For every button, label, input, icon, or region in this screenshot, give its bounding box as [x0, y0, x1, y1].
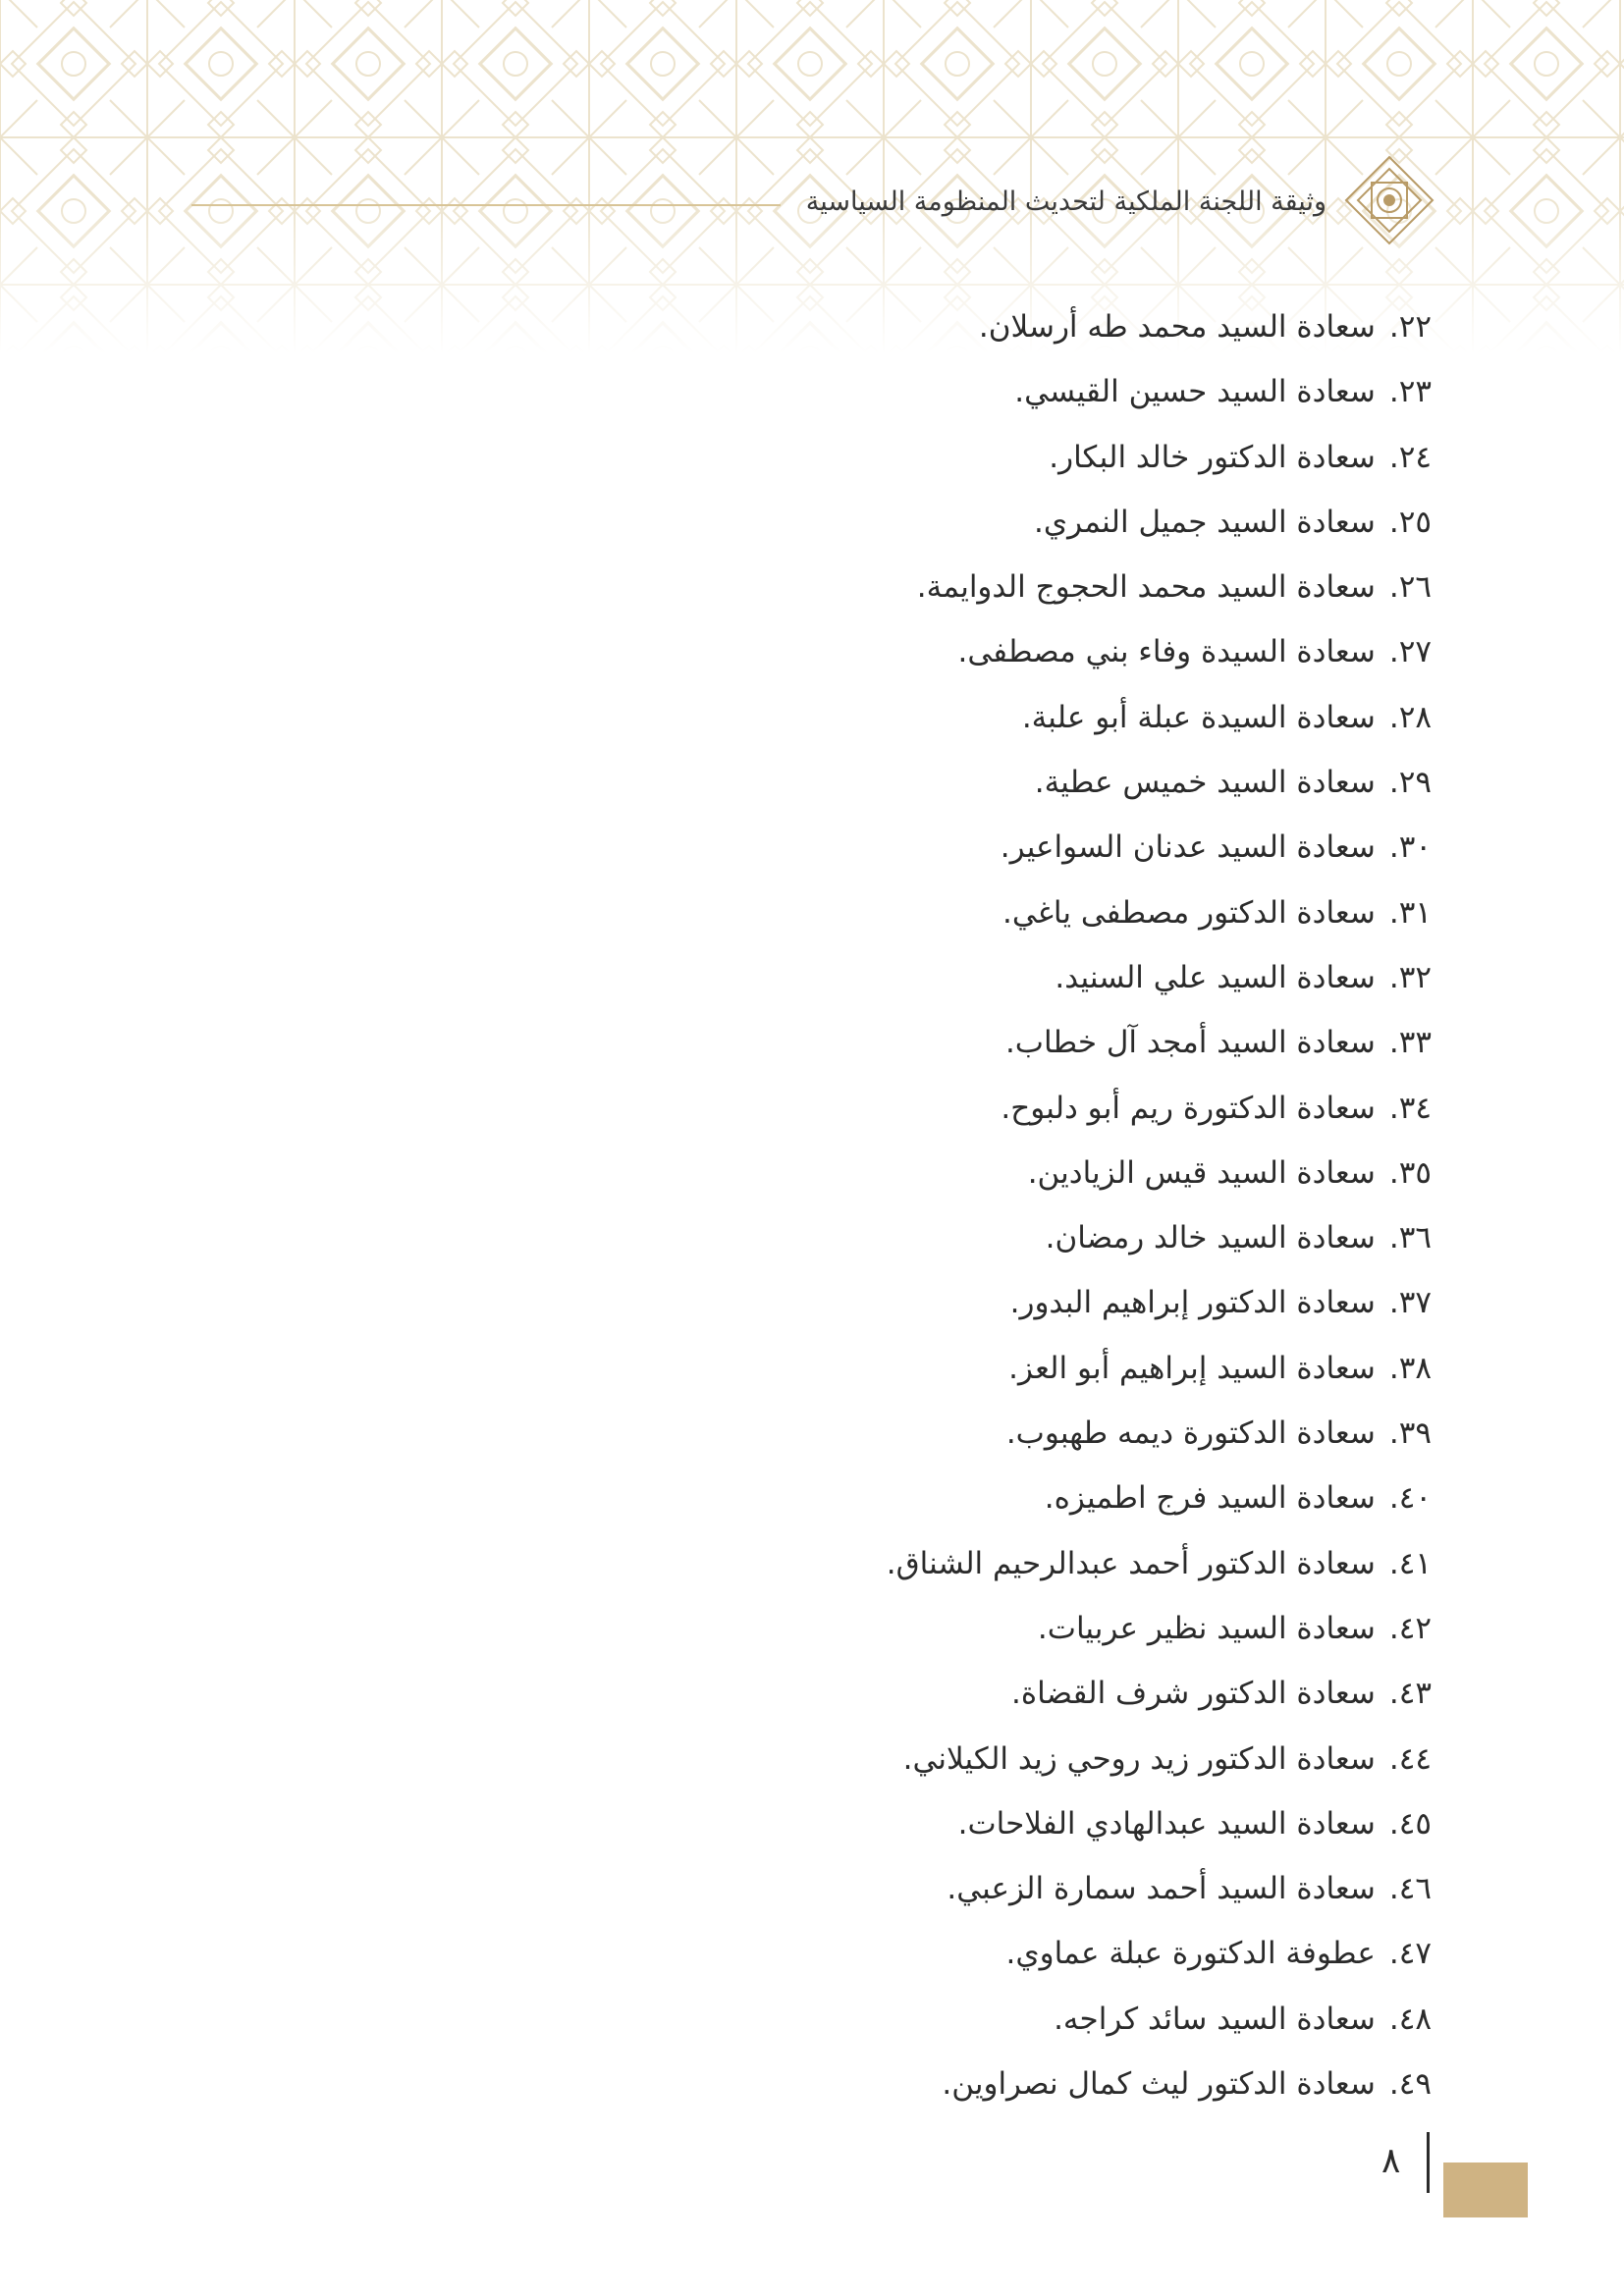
page-number-divider [1427, 2132, 1430, 2193]
list-item: ٣٥.سعادة السيد قيس الزيادين. [1027, 1154, 1432, 1191]
list-item: ٤٠.سعادة السيد فرج اطميزه. [1044, 1480, 1432, 1517]
list-item: ٣٧.سعادة الدكتور إبراهيم البدور. [1009, 1285, 1432, 1321]
list-item: ٤٢.سعادة السيد نظير عربيات. [1037, 1610, 1432, 1646]
list-item: ٣٦.سعادة السيد خالد رمضان. [1045, 1220, 1432, 1256]
list-item: ٤٤.سعادة الدكتور زيد روحي زيد الكيلاني. [902, 1740, 1432, 1777]
list-item: ٢٦.سعادة السيد محمد الحجوج الدوايمة. [916, 569, 1432, 606]
list-item: ٤٣.سعادة الدكتور شرف القضاة. [1011, 1676, 1432, 1712]
document-title: وثيقة اللجنة الملكية لتحديث المنظومة السياسية [805, 187, 1326, 217]
list-item: ٢٢.سعادة السيد محمد طه أرسلان. [978, 309, 1432, 345]
list-item: ٢٨.سعادة السيدة عبلة أبو علبة. [1021, 699, 1432, 735]
list-item: ٤٧.عطوفة الدكتورة عبلة عماوي. [1005, 1936, 1432, 1972]
list-item: ٢٣.سعادة السيد حسين القيسي. [1014, 374, 1432, 410]
list-item: ٣٨.سعادة السيد إبراهيم أبو العز. [1008, 1350, 1432, 1386]
list-item: ٤٩.سعادة الدكتور ليث كمال نصراوين. [942, 2066, 1432, 2103]
list-item: ٣٠.سعادة السيد عدنان السواعير. [1000, 829, 1432, 866]
list-item: ٤٨.سعادة السيد سائد كراجه. [1054, 2001, 1432, 2037]
list-item: ٢٧.سعادة السيدة وفاء بني مصطفى. [957, 634, 1432, 670]
header-divider-line [191, 204, 781, 206]
page-accent-block [1443, 2163, 1528, 2217]
emblem-icon [1342, 153, 1436, 247]
list-item: ٤٦.سعادة السيد أحمد سمارة الزعبي. [947, 1871, 1432, 1907]
list-item: ٢٩.سعادة السيد خميس عطية. [1034, 765, 1432, 801]
list-item: ٣١.سعادة الدكتور مصطفى ياغي. [1002, 894, 1432, 931]
list-item: ٤٥.سعادة السيد عبدالهادي الفلاحات. [957, 1805, 1432, 1842]
list-item: ٣٣.سعادة السيد أمجد آل خطاب. [1004, 1025, 1432, 1061]
list-item: ٣٤.سعادة الدكتورة ريم أبو دلبوح. [1001, 1090, 1432, 1126]
list-item: ٣٩.سعادة الدكتورة ديمه طهبوب. [1005, 1415, 1432, 1452]
list-item: ٣٢.سعادة السيد علي السنيد. [1055, 959, 1432, 995]
member-list [887, 300, 1432, 2122]
list-item: ٢٥.سعادة السيد جميل النمري. [1034, 504, 1432, 540]
list-item: ٤١.سعادة الدكتور أحمد عبدالرحيم الشناق. [886, 1545, 1432, 1581]
list-item: ٢٤.سعادة الدكتور خالد البكار. [1049, 439, 1432, 475]
page-number: ٨ [1381, 2141, 1401, 2181]
